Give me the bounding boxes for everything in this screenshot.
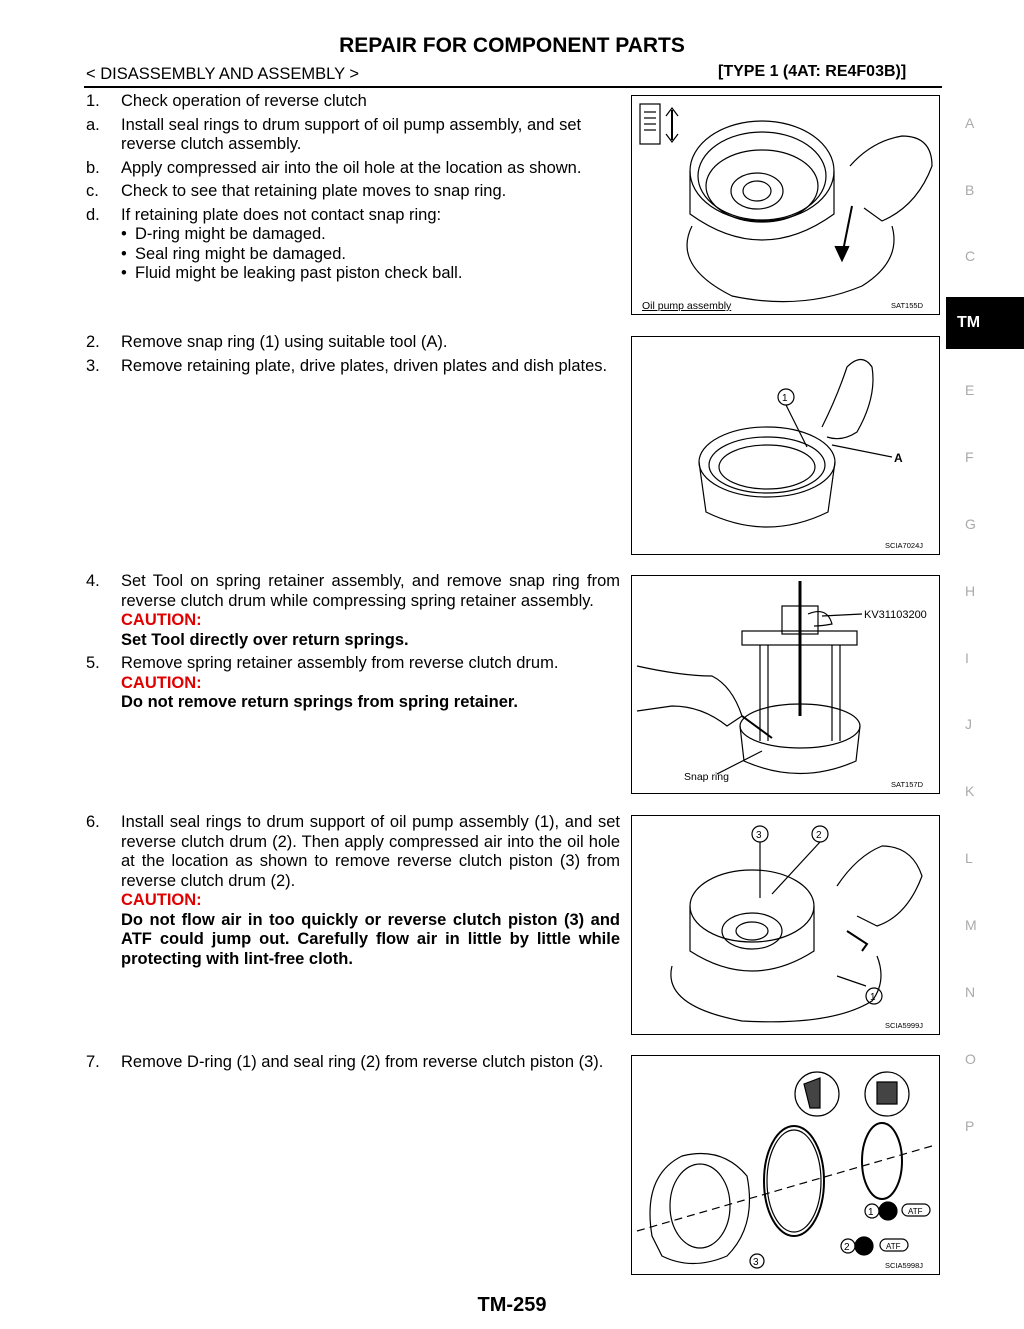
- step-7: 7. Remove D-ring (1) and seal ring (2) from reverse clutch piston (3).: [86, 1053, 604, 1071]
- figure-4-illustration: [632, 816, 941, 1036]
- callout-3: 3: [753, 1257, 759, 1268]
- callout-1: 1: [782, 393, 788, 404]
- bullet-item: • D-ring might be damaged.: [121, 225, 326, 243]
- figure-2-illustration: [632, 337, 941, 556]
- figure-dring-seal-ring: [631, 1055, 940, 1275]
- figure-label-snap-ring: Snap ring: [684, 771, 729, 783]
- sidebar-item-o[interactable]: O: [965, 1051, 976, 1067]
- sidebar-item-l[interactable]: L: [965, 850, 973, 866]
- step-4: 4. Set Tool on spring retainer assembly, and remove snap ring from reverse clutch drum while compressing spring retainer assembly. CAUTION: Set Tool directly over return springs. 5. Remove spring retainer assembly from reverse clutch drum. CAUTION: Do not remove return springs from spring retainer.: [86, 572, 620, 711]
- figure-code: SAT155D: [891, 301, 923, 310]
- step-1: 1. Check operation of reverse clutch a. Install seal rings to drum support of oil pump assembly, and set reverse clutch assembly. b. Apply compressed air into the oil hole at the location as shown. c. Check to see that retaining plate moves to snap ring. d. If retaining plate does not contact snap ring: • D-ring might be damaged. • Seal ring might be damaged. • Fluid might be leaking past piston check ball.: [86, 92, 620, 284]
- caution-label: CAUTION:: [121, 673, 202, 692]
- sidebar-item-n[interactable]: N: [965, 984, 976, 1000]
- section-title: < DISASSEMBLY AND ASSEMBLY >: [86, 65, 359, 83]
- caution-note: Do not flow air in too quickly or reverse clutch piston (3) and ATF could jump out. Carefully flow air in little by little while protecting with lint-free cloth.: [121, 910, 620, 968]
- figure-oil-pump-air-test: [631, 95, 940, 315]
- figure-label-oil-pump: Oil pump assembly: [642, 300, 732, 312]
- sidebar-item-e[interactable]: E: [965, 382, 975, 398]
- step-2: 2. Remove snap ring (1) using suitable tool (A). 3. Remove retaining plate, drive plates, driven plates and dish plates.: [86, 333, 608, 375]
- sidebar-item-p[interactable]: P: [965, 1118, 975, 1134]
- atf-label: ATF: [886, 1242, 901, 1251]
- sidebar-item-m[interactable]: M: [965, 917, 977, 933]
- callout-3: 3: [756, 830, 762, 841]
- header-rule: [84, 86, 942, 88]
- caution-label: CAUTION:: [121, 891, 202, 909]
- sidebar-item-h[interactable]: H: [965, 583, 976, 599]
- figure-snap-ring-removal: [631, 336, 940, 555]
- bullet-item: • Seal ring might be damaged.: [121, 244, 346, 263]
- figure-code: SCIA5998J: [885, 1261, 923, 1270]
- figure-1-illustration: [632, 96, 941, 316]
- model-label: [TYPE 1 (4AT: RE4F03B)]: [718, 63, 907, 80]
- atf-label: ATF: [908, 1207, 923, 1216]
- callout-a: A: [894, 451, 903, 465]
- sidebar-item-c[interactable]: C: [965, 248, 976, 264]
- sidebar-item-k[interactable]: K: [965, 783, 975, 799]
- bullet-item: • Fluid might be leaking past piston check ball.: [121, 264, 463, 282]
- sidebar-item-f[interactable]: F: [965, 449, 974, 465]
- figure-piston-removal: [631, 815, 940, 1035]
- sidebar-item-j[interactable]: J: [965, 716, 972, 732]
- page-title: REPAIR FOR COMPONENT PARTS: [339, 34, 685, 57]
- caution-note: Set Tool directly over return springs.: [121, 630, 409, 649]
- callout-2: 2: [816, 830, 822, 841]
- callout-1: 1: [870, 992, 876, 1003]
- step-6: 6. Install seal rings to drum support of oil pump assembly (1), and set reverse clutch drum (2). Then apply compressed air into the oil hole at the location as shown to remove reverse clutch piston (3) from reverse clutch drum (2). CAUTION: Do not flow air in too quickly or reverse clutch piston (3) and ATF could jump out. Carefully flow air in little by little while protecting with lint-free cloth.: [86, 813, 620, 968]
- caution-label: CAUTION:: [121, 611, 202, 629]
- page-number: TM-259: [477, 1294, 547, 1316]
- callout-1: 1: [868, 1207, 874, 1218]
- sidebar-tab-tm[interactable]: TM: [946, 297, 1024, 349]
- sidebar-item-i[interactable]: I: [965, 650, 969, 666]
- figure-spring-compressor: [631, 575, 940, 794]
- sidebar-item-a[interactable]: A: [965, 115, 975, 131]
- figure-code: SCIA5999J: [885, 1021, 923, 1030]
- figure-3-illustration: [632, 576, 941, 795]
- sidebar-item-b[interactable]: B: [965, 182, 975, 198]
- caution-note: Do not remove return springs from spring retainer.: [121, 693, 518, 711]
- callout-2: 2: [844, 1242, 850, 1253]
- figure-5-illustration: [632, 1056, 941, 1276]
- sidebar-item-g[interactable]: G: [965, 516, 976, 532]
- figure-code: SAT157D: [891, 780, 923, 789]
- figure-code: SCIA7024J: [885, 541, 923, 550]
- tool-number-label: KV31103200: [864, 609, 927, 621]
